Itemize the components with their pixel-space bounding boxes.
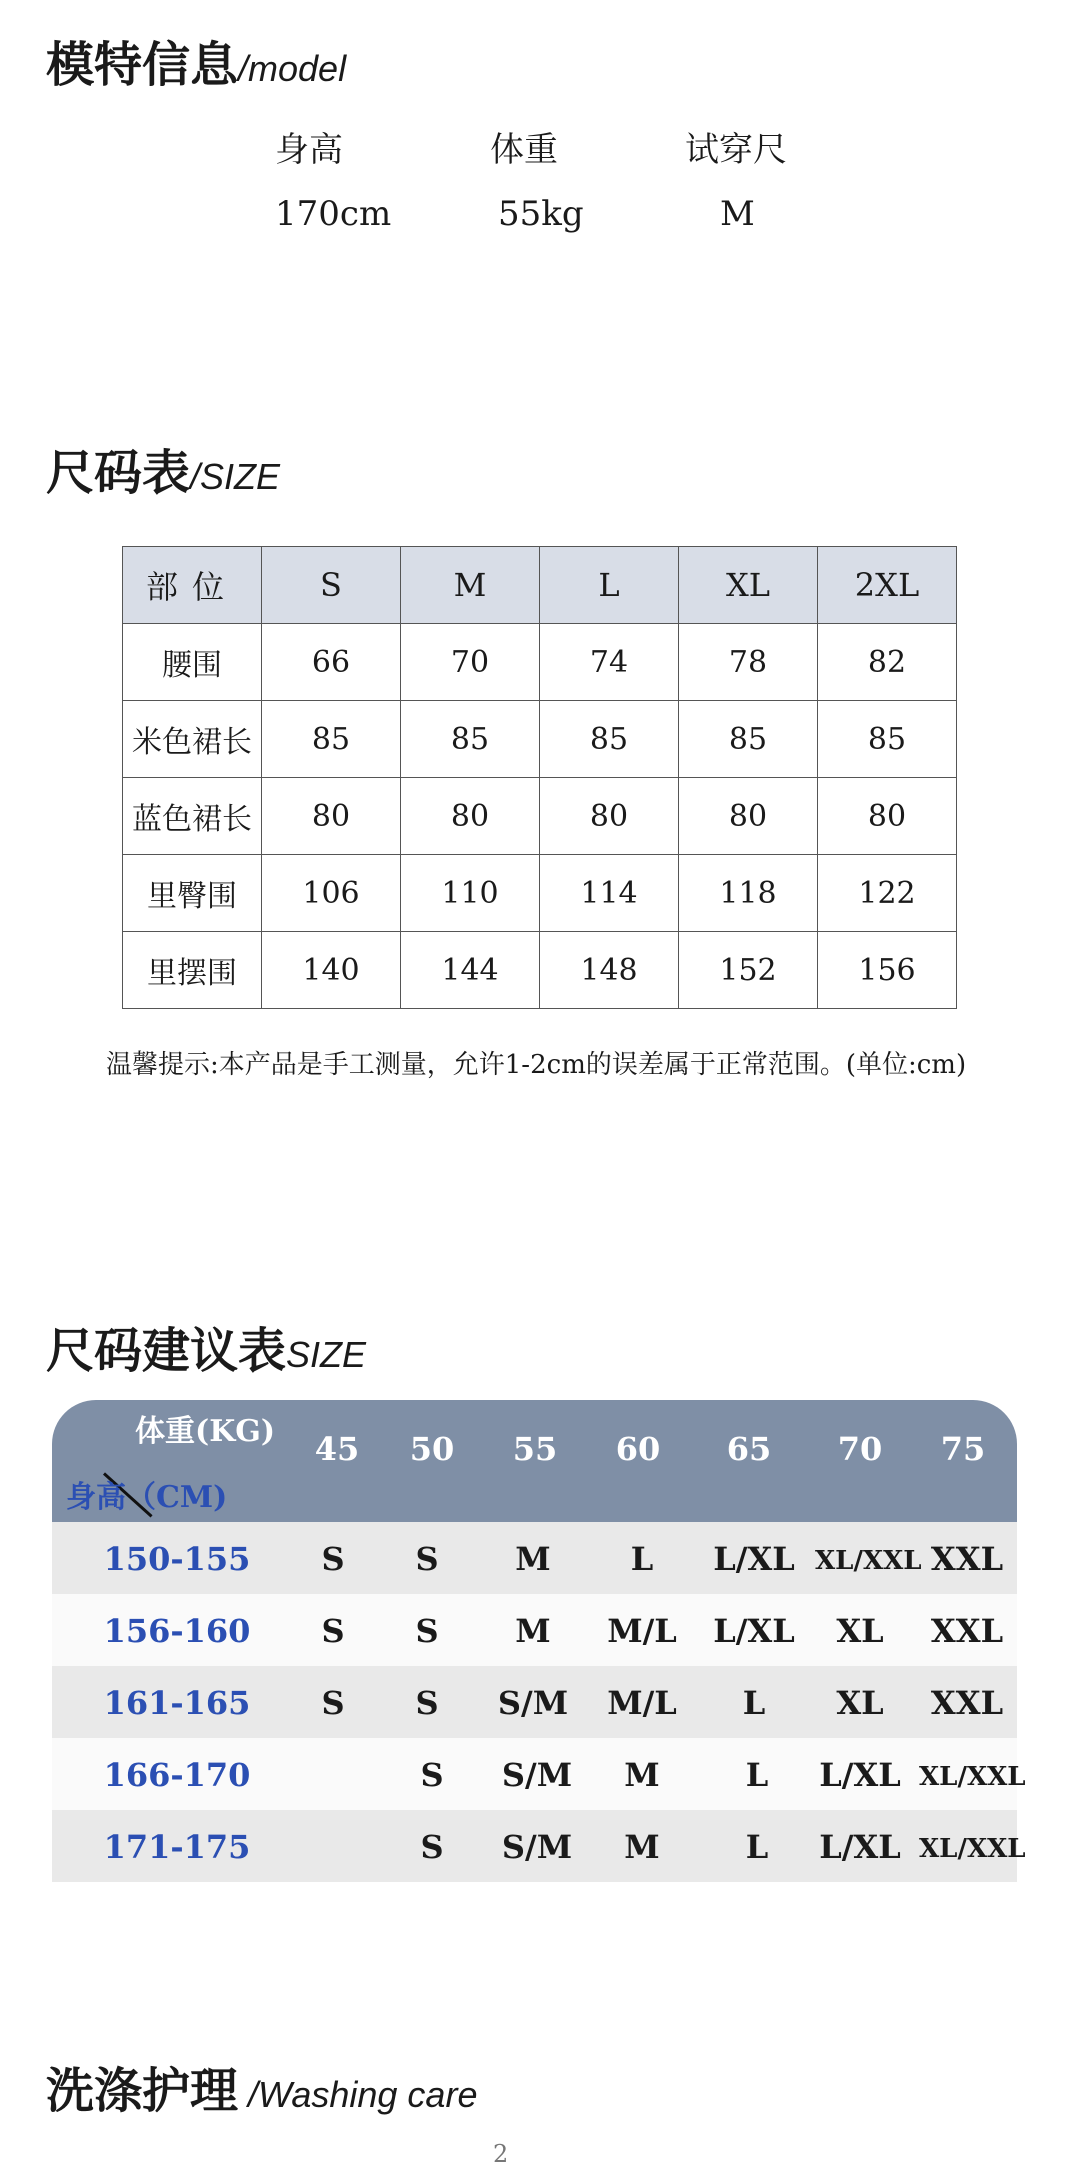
weight-header-cell: 70 (837, 1430, 883, 1468)
model-info (250, 122, 850, 266)
size-cell: S (415, 1684, 439, 1722)
height-range: 156-160 (103, 1612, 251, 1650)
page-mark: 2 (493, 2140, 509, 2168)
size-chart-header-cell: 部位 (123, 547, 262, 624)
size-chart-cell: 85 (540, 701, 679, 778)
size-chart-header-cell: XL (679, 547, 818, 624)
size-chart-cell: 74 (540, 624, 679, 701)
size-chart-cell: 114 (540, 855, 679, 932)
size-cell: S (321, 1540, 345, 1578)
size-chart-header-row (123, 547, 957, 624)
size-cell: L (745, 1756, 769, 1794)
model-value: 55kg (498, 194, 584, 234)
size-chart-cell: 106 (262, 855, 401, 932)
size-cell: S/M (501, 1828, 573, 1866)
size-cell: L/XL (713, 1612, 795, 1650)
size-chart-cell: 82 (818, 624, 957, 701)
recommendation-table (52, 1400, 1026, 1882)
recommendation-row (52, 1810, 1026, 1882)
size-cell: S/M (501, 1756, 573, 1794)
size-chart-cell: 144 (401, 932, 540, 1009)
size-chart-row (123, 778, 957, 855)
size-cell: M (624, 1828, 660, 1866)
recommendation-row (52, 1522, 1017, 1594)
size-chart-cell: 152 (679, 932, 818, 1009)
size-chart-cell: 78 (679, 624, 818, 701)
size-chart-cell: 米色裙长 (123, 701, 262, 778)
recommendation-subtitle: SIZE (286, 1334, 367, 1375)
size-cell: M (515, 1612, 551, 1650)
size-chart-header-cell: L (540, 547, 679, 624)
weight-header-cell: 50 (409, 1430, 455, 1468)
size-chart-cell: 蓝色裙长 (123, 778, 262, 855)
recommendation-section-title (46, 1312, 366, 1381)
size-cell: M/L (607, 1612, 677, 1650)
size-cell: S (420, 1828, 444, 1866)
size-cell: S (420, 1756, 444, 1794)
weight-header-cell: 60 (615, 1430, 661, 1468)
size-chart-cell: 80 (540, 778, 679, 855)
size-chart-cell: 148 (540, 932, 679, 1009)
size-chart-table (122, 546, 957, 1009)
recommendation-row (52, 1738, 1026, 1810)
size-chart-row (123, 624, 957, 701)
size-chart-header-cell: 2XL (818, 547, 957, 624)
size-chart-cell: 80 (401, 778, 540, 855)
size-chart-row (123, 855, 957, 932)
recommendation-header (52, 1400, 1017, 1522)
size-cell: M (515, 1540, 551, 1578)
size-cell: M (624, 1756, 660, 1794)
care-section-title (46, 2052, 477, 2121)
height-range: 150-155 (103, 1540, 251, 1578)
size-cell: XL (836, 1684, 884, 1722)
size-chart-cell: 85 (679, 701, 818, 778)
size-cell: L/XL (713, 1540, 795, 1578)
recommendation-row (52, 1666, 1017, 1738)
weight-header-cell: 45 (314, 1430, 360, 1468)
recommendation-row (52, 1594, 1017, 1666)
model-subtitle: /model (238, 48, 347, 89)
care-title: 洗涤护理 (46, 2063, 239, 2119)
measurement-note: 温馨提示:本产品是手工测量，允许1-2cm的误差属于正常范围。(单位:cm) (106, 1050, 967, 1080)
size-cell: L (630, 1540, 654, 1578)
care-subtitle: /Washing care (238, 2074, 478, 2115)
size-cell: XL/XXL (919, 1834, 1026, 1864)
size-chart-title: 尺码表 (46, 445, 191, 501)
model-label: 身高 (275, 130, 343, 170)
weight-header-cell: 55 (512, 1430, 558, 1468)
size-chart-cell: 80 (679, 778, 818, 855)
model-label: 体重 (490, 130, 558, 170)
size-chart-cell: 85 (262, 701, 401, 778)
size-cell: S (415, 1612, 439, 1650)
height-axis-label: 身高（CM) (66, 1480, 228, 1515)
model-values-row (250, 194, 850, 266)
size-cell: XL/XXL (815, 1546, 922, 1576)
model-section-title (46, 26, 346, 95)
weight-header-cell: 65 (726, 1430, 772, 1468)
size-cell: S (415, 1540, 439, 1578)
model-value: M (720, 194, 755, 234)
model-value: 170cm (275, 194, 392, 234)
weight-header-cell: 75 (940, 1430, 986, 1468)
size-chart-cell: 里臀围 (123, 855, 262, 932)
size-chart-cell: 80 (262, 778, 401, 855)
size-chart-subtitle: /SIZE (190, 456, 281, 497)
size-chart-header-cell: M (401, 547, 540, 624)
size-cell: L (745, 1828, 769, 1866)
size-cell: XL/XXL (919, 1762, 1026, 1792)
size-chart-cell: 156 (818, 932, 957, 1009)
size-cell: L/XL (819, 1756, 901, 1794)
size-chart-cell: 70 (401, 624, 540, 701)
size-cell: XL (836, 1612, 884, 1650)
model-title: 模特信息 (46, 37, 239, 93)
recommendation-title: 尺码建议表 (46, 1323, 287, 1379)
size-cell: S/M (497, 1684, 569, 1722)
size-chart-cell: 85 (401, 701, 540, 778)
model-labels-row (250, 122, 850, 194)
size-chart-cell: 80 (818, 778, 957, 855)
height-range: 161-165 (103, 1684, 251, 1722)
weight-axis-label: 体重(KG) (135, 1414, 276, 1449)
size-chart-cell: 118 (679, 855, 818, 932)
size-chart-cell: 122 (818, 855, 957, 932)
size-chart-row (123, 701, 957, 778)
size-chart-cell: 110 (401, 855, 540, 932)
size-cell: M/L (607, 1684, 677, 1722)
size-cell: XXL (930, 1540, 1004, 1578)
size-cell: L (742, 1684, 766, 1722)
size-cell: XXL (930, 1684, 1004, 1722)
size-chart-cell: 里摆围 (123, 932, 262, 1009)
height-range: 166-170 (103, 1756, 251, 1794)
size-cell: S (321, 1612, 345, 1650)
size-chart-cell: 腰围 (123, 624, 262, 701)
size-cell: S (321, 1684, 345, 1722)
size-cell: XXL (930, 1612, 1004, 1650)
size-cell: L/XL (819, 1828, 901, 1866)
size-chart-cell: 140 (262, 932, 401, 1009)
size-chart-cell: 66 (262, 624, 401, 701)
size-chart-header-cell: S (262, 547, 401, 624)
height-range: 171-175 (103, 1828, 251, 1866)
model-label: 试穿尺 (685, 130, 787, 170)
size-chart-section-title (46, 434, 280, 503)
size-chart-cell: 85 (818, 701, 957, 778)
size-chart-row (123, 932, 957, 1009)
